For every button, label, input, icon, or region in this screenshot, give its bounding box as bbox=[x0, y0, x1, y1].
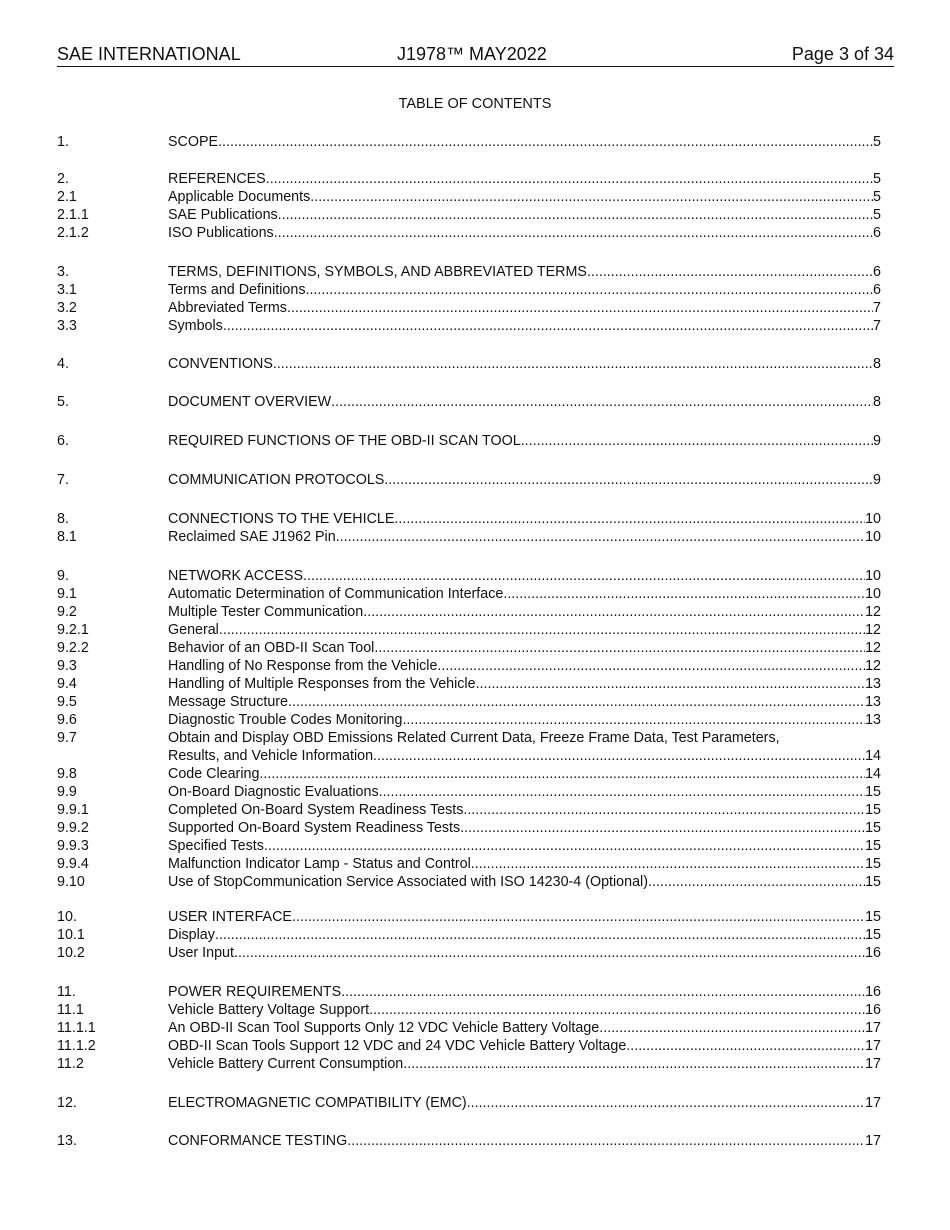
dot-leader bbox=[287, 299, 873, 317]
dot-leader bbox=[336, 528, 865, 546]
toc-entry[interactable] bbox=[57, 206, 881, 224]
toc-entry-page: 13 bbox=[865, 694, 881, 710]
toc-entry-page: 16 bbox=[865, 984, 881, 1000]
toc-entry-number: 3.3 bbox=[57, 318, 77, 334]
dot-leader bbox=[347, 1132, 865, 1150]
header-page-number: Page 3 of 34 bbox=[791, 44, 894, 64]
toc-entry-title: CONVENTIONS bbox=[168, 356, 273, 372]
toc-entry-page: 10 bbox=[865, 568, 881, 584]
dot-leader bbox=[403, 1055, 865, 1073]
toc-entry-number: 13. bbox=[57, 1133, 77, 1149]
toc-entry-page: 5 bbox=[873, 207, 881, 223]
dot-leader bbox=[521, 432, 873, 450]
toc-entry-title: Results, and Vehicle Information bbox=[168, 748, 374, 764]
toc-entry-page: 15 bbox=[865, 927, 881, 943]
toc-entry[interactable] bbox=[57, 765, 881, 783]
dot-leader bbox=[218, 133, 873, 151]
toc-entry-page: 10 bbox=[865, 586, 881, 602]
toc-entry-number: 2. bbox=[57, 171, 69, 187]
toc-entry-page: 7 bbox=[873, 300, 881, 316]
toc-entry[interactable] bbox=[57, 1132, 881, 1150]
toc-entry-title: Behavior of an OBD-II Scan Tool bbox=[168, 640, 375, 656]
dot-leader bbox=[467, 1094, 865, 1112]
toc-entry-page: 17 bbox=[865, 1056, 881, 1072]
toc-entry-number: 9.9.2 bbox=[57, 820, 89, 836]
dot-leader bbox=[278, 206, 873, 224]
toc-entry-page: 6 bbox=[873, 282, 881, 298]
toc-entry[interactable] bbox=[57, 263, 881, 281]
toc-entry[interactable] bbox=[57, 639, 881, 657]
toc-entry-number: 9.4 bbox=[57, 676, 77, 692]
toc-entry-number: 8. bbox=[57, 511, 69, 527]
toc-entry-number: 9.2.2 bbox=[57, 640, 89, 656]
toc-entry[interactable] bbox=[57, 471, 881, 489]
toc-entry-page: 15 bbox=[865, 802, 881, 818]
toc-entry-title: Automatic Determination of Communication Interface bbox=[168, 586, 504, 602]
toc-entry-title: User Input bbox=[168, 945, 234, 961]
dot-leader bbox=[626, 1037, 865, 1055]
toc-entry[interactable] bbox=[57, 675, 881, 693]
toc-entry-title: POWER REQUIREMENTS bbox=[168, 984, 342, 1000]
toc-entry-number: 9.10 bbox=[57, 874, 85, 890]
toc-entry-title: DOCUMENT OVERVIEW bbox=[168, 394, 332, 410]
toc-entry-page: 15 bbox=[865, 874, 881, 890]
toc-entry[interactable] bbox=[57, 1094, 881, 1112]
toc-entry-number: 10.1 bbox=[57, 927, 85, 943]
toc-entry-number: 9. bbox=[57, 568, 69, 584]
dot-leader bbox=[266, 170, 873, 188]
toc-entry-number: 9.9.3 bbox=[57, 838, 89, 854]
toc-entry[interactable] bbox=[57, 711, 881, 729]
toc-entry-number: 2.1.1 bbox=[57, 207, 89, 223]
dot-leader bbox=[463, 801, 865, 819]
toc-entry[interactable] bbox=[57, 567, 881, 585]
toc-entry-number: 11.1 bbox=[57, 1002, 84, 1018]
toc-entry[interactable] bbox=[57, 355, 881, 373]
toc-entry-page: 5 bbox=[873, 189, 881, 205]
dot-leader bbox=[460, 819, 865, 837]
dot-leader bbox=[303, 567, 865, 585]
toc-entry-number: 7. bbox=[57, 472, 69, 488]
dot-leader bbox=[394, 510, 865, 528]
dot-leader bbox=[503, 585, 865, 603]
toc-entry[interactable] bbox=[57, 1019, 881, 1037]
dot-leader bbox=[223, 317, 873, 335]
toc-entry[interactable] bbox=[57, 693, 881, 711]
toc-entry-page: 13 bbox=[865, 676, 881, 692]
dot-leader bbox=[215, 926, 865, 944]
toc-entry-title: On-Board Diagnostic Evaluations bbox=[168, 784, 379, 800]
toc-entry-title: General bbox=[168, 622, 219, 638]
toc-entry-title: SAE Publications bbox=[168, 207, 278, 223]
toc-entry[interactable] bbox=[57, 510, 881, 528]
toc-entry-number: 9.2 bbox=[57, 604, 77, 620]
dot-leader bbox=[374, 639, 865, 657]
toc-entry-page: 14 bbox=[865, 766, 881, 782]
dot-leader bbox=[219, 621, 865, 639]
toc-entry-title: Reclaimed SAE J1962 Pin bbox=[168, 529, 336, 545]
dot-leader bbox=[476, 675, 866, 693]
dot-leader bbox=[310, 188, 873, 206]
toc-entry-title: Vehicle Battery Current Consumption bbox=[168, 1056, 404, 1072]
toc-entry-page: 16 bbox=[865, 945, 881, 961]
toc-entry-page: 17 bbox=[865, 1095, 881, 1111]
toc-entry[interactable] bbox=[57, 133, 881, 151]
toc-entry[interactable] bbox=[57, 926, 881, 944]
toc-entry-number: 3.1 bbox=[57, 282, 77, 298]
toc-entry-page: 15 bbox=[865, 838, 881, 854]
toc-entry-number: 11.2 bbox=[57, 1056, 84, 1072]
dot-leader bbox=[363, 603, 865, 621]
toc-entry-title: Malfunction Indicator Lamp - Status and Control bbox=[168, 856, 471, 872]
toc-entry-page: 8 bbox=[873, 394, 881, 410]
toc-entry-title: Specified Tests bbox=[168, 838, 264, 854]
toc-entry-page: 17 bbox=[865, 1038, 881, 1054]
toc-entry-title: Symbols bbox=[168, 318, 223, 334]
toc-entry[interactable] bbox=[57, 317, 881, 335]
toc-entry-page: 12 bbox=[865, 640, 881, 656]
toc-entry-number: 9.7 bbox=[57, 730, 77, 746]
toc-entry[interactable] bbox=[57, 783, 881, 801]
toc-entry[interactable] bbox=[57, 983, 881, 1001]
toc-entry-number: 3.2 bbox=[57, 300, 77, 316]
toc-entry-title: Vehicle Battery Voltage Support bbox=[168, 1002, 370, 1018]
toc-entry-number: 6. bbox=[57, 433, 69, 449]
toc-entry-number: 11.1.2 bbox=[57, 1038, 96, 1054]
toc-entry[interactable] bbox=[57, 908, 881, 926]
toc-entry[interactable] bbox=[57, 1001, 881, 1019]
dot-leader bbox=[305, 281, 873, 299]
dot-leader bbox=[379, 783, 866, 801]
toc-entry-number: 9.9.1 bbox=[57, 802, 89, 818]
toc-entry-number: 10. bbox=[57, 909, 77, 925]
toc-entry-title: COMMUNICATION PROTOCOLS bbox=[168, 472, 385, 488]
toc-entry-number: 9.6 bbox=[57, 712, 77, 728]
dot-leader bbox=[648, 873, 865, 891]
dot-leader bbox=[259, 765, 865, 783]
toc-entry-page: 15 bbox=[865, 909, 881, 925]
toc-entry-title: Terms and Definitions bbox=[168, 282, 306, 298]
toc-entry-page: 10 bbox=[865, 511, 881, 527]
toc-entry-number: 10.2 bbox=[57, 945, 85, 961]
toc-entry[interactable] bbox=[57, 801, 881, 819]
toc-entry-title: An OBD-II Scan Tool Supports Only 12 VDC Vehicle Battery Voltage bbox=[168, 1020, 600, 1036]
toc-entry-number: 1. bbox=[57, 134, 69, 150]
toc-entry-number: 2.1.2 bbox=[57, 225, 89, 241]
dot-leader bbox=[599, 1019, 865, 1037]
toc-entry-number: 8.1 bbox=[57, 529, 77, 545]
toc-entry-number: 9.1 bbox=[57, 586, 77, 602]
toc-entry-page: 14 bbox=[865, 748, 881, 764]
toc-entry[interactable] bbox=[57, 729, 881, 765]
toc-entry-page: 15 bbox=[865, 856, 881, 872]
toc-entry-page: 5 bbox=[873, 134, 881, 150]
toc-entry[interactable] bbox=[57, 393, 881, 411]
dot-leader bbox=[234, 944, 865, 962]
toc-entry-title: TERMS, DEFINITIONS, SYMBOLS, AND ABBREVIATED TERMS bbox=[168, 264, 587, 280]
toc-entry-title: Abbreviated Terms bbox=[168, 300, 287, 316]
toc-entry-title: CONFORMANCE TESTING bbox=[168, 1133, 348, 1149]
toc-entry-page: 17 bbox=[865, 1133, 881, 1149]
toc-entry-number: 5. bbox=[57, 394, 69, 410]
toc-entry[interactable] bbox=[57, 657, 881, 675]
toc-entry-title: SCOPE bbox=[168, 134, 219, 150]
toc-entry-title: CONNECTIONS TO THE VEHICLE bbox=[168, 511, 395, 527]
toc-entry-title: NETWORK ACCESS bbox=[168, 568, 304, 584]
toc-entry[interactable] bbox=[57, 170, 881, 188]
toc-entry-title: Code Clearing bbox=[168, 766, 260, 782]
toc-entry-title: REQUIRED FUNCTIONS OF THE OBD-II SCAN TOOL bbox=[168, 433, 521, 449]
toc-entry-title: Message Structure bbox=[168, 694, 288, 710]
toc-entry-title: Use of StopCommunication Service Associated with ISO 14230-4 (Optional) bbox=[168, 874, 648, 890]
toc-entry-number: 9.8 bbox=[57, 766, 77, 782]
dot-leader bbox=[341, 983, 865, 1001]
dot-leader bbox=[369, 1001, 865, 1019]
toc-entry-title: REFERENCES bbox=[168, 171, 266, 187]
toc-entry-number: 9.3 bbox=[57, 658, 77, 674]
toc-entry-page: 8 bbox=[873, 356, 881, 372]
toc-heading: TABLE OF CONTENTS bbox=[398, 96, 552, 112]
toc-entry[interactable] bbox=[57, 873, 881, 891]
toc-entry[interactable] bbox=[57, 188, 881, 206]
toc-entry-number: 9.9 bbox=[57, 784, 77, 800]
dot-leader bbox=[373, 747, 865, 765]
toc-entry-number: 2.1 bbox=[57, 189, 77, 205]
toc-entry-page: 12 bbox=[865, 604, 881, 620]
toc-entry[interactable] bbox=[57, 281, 881, 299]
toc-entry[interactable] bbox=[57, 819, 881, 837]
toc-entry-number: 12. bbox=[57, 1095, 77, 1111]
toc-entry[interactable] bbox=[57, 603, 881, 621]
toc-entry-number: 3. bbox=[57, 264, 69, 280]
toc-entry-number: 9.5 bbox=[57, 694, 77, 710]
toc-entry[interactable] bbox=[57, 528, 881, 546]
toc-entry-page: 9 bbox=[873, 433, 881, 449]
dot-leader bbox=[331, 393, 873, 411]
toc-entry-title: Completed On-Board System Readiness Tests bbox=[168, 802, 464, 818]
toc-entry-number: 9.2.1 bbox=[57, 622, 89, 638]
dot-leader bbox=[264, 837, 865, 855]
toc-entry-title: ISO Publications bbox=[168, 225, 274, 241]
toc-entry-page: 9 bbox=[873, 472, 881, 488]
dot-leader bbox=[402, 711, 865, 729]
toc-entry[interactable] bbox=[57, 224, 881, 242]
dot-leader bbox=[437, 657, 865, 675]
toc-entry-number: 4. bbox=[57, 356, 69, 372]
toc-entry-title: OBD-II Scan Tools Support 12 VDC and 24 VDC Vehicle Battery Voltage bbox=[168, 1038, 627, 1054]
toc-entry-title-line1: Obtain and Display OBD Emissions Related Current Data, Freeze Frame Data, Test Parameters, bbox=[168, 730, 780, 746]
toc-entry[interactable] bbox=[57, 432, 881, 450]
toc-entry[interactable] bbox=[57, 837, 881, 855]
toc-entry-number: 11.1.1 bbox=[57, 1020, 96, 1036]
toc-entry[interactable] bbox=[57, 1037, 881, 1055]
toc-entry-title: Handling of Multiple Responses from the Vehicle bbox=[168, 676, 476, 692]
dot-leader bbox=[292, 908, 865, 926]
toc-entry-number: 9.9.4 bbox=[57, 856, 89, 872]
toc-entry[interactable] bbox=[57, 855, 881, 873]
toc-entry-title: Display bbox=[168, 927, 215, 943]
toc-entry-page: 6 bbox=[873, 264, 881, 280]
toc-entry[interactable] bbox=[57, 621, 881, 639]
toc-entry-title: Supported On-Board System Readiness Tests bbox=[168, 820, 461, 836]
toc-entry-page: 12 bbox=[865, 622, 881, 638]
toc-entry-title: Handling of No Response from the Vehicle bbox=[168, 658, 438, 674]
toc-entry-page: 10 bbox=[865, 529, 881, 545]
header-document-id: J1978™ MAY2022 bbox=[397, 44, 547, 64]
toc-entry-page: 16 bbox=[865, 1002, 881, 1018]
dot-leader bbox=[384, 471, 873, 489]
toc-entry-page: 15 bbox=[865, 784, 881, 800]
toc-entry-page: 7 bbox=[873, 318, 881, 334]
toc-entry[interactable] bbox=[57, 299, 881, 317]
toc-entry-page: 17 bbox=[865, 1020, 881, 1036]
toc-entry-page: 5 bbox=[873, 171, 881, 187]
toc-entry-page: 6 bbox=[873, 225, 881, 241]
toc-entry-number: 11. bbox=[57, 984, 76, 1000]
toc-entry[interactable] bbox=[57, 585, 881, 603]
toc-entry-page: 15 bbox=[865, 820, 881, 836]
toc-entry-title: USER INTERFACE bbox=[168, 909, 292, 925]
dot-leader bbox=[274, 224, 873, 242]
toc-entry-title: Diagnostic Trouble Codes Monitoring bbox=[168, 712, 403, 728]
dot-leader bbox=[288, 693, 865, 711]
dot-leader bbox=[471, 855, 865, 873]
toc-entry[interactable] bbox=[57, 1055, 881, 1073]
header-organization: SAE INTERNATIONAL bbox=[57, 44, 241, 64]
toc-entry[interactable] bbox=[57, 944, 881, 962]
dot-leader bbox=[273, 355, 873, 373]
toc-entry-page: 12 bbox=[865, 658, 881, 674]
dot-leader bbox=[587, 263, 873, 281]
toc-entry-title: Applicable Documents bbox=[168, 189, 311, 205]
page-header bbox=[57, 42, 894, 67]
toc-entry-title: ELECTROMAGNETIC COMPATIBILITY (EMC) bbox=[168, 1095, 467, 1111]
toc-entry-title: Multiple Tester Communication bbox=[168, 604, 364, 620]
toc-entry-page: 13 bbox=[865, 712, 881, 728]
